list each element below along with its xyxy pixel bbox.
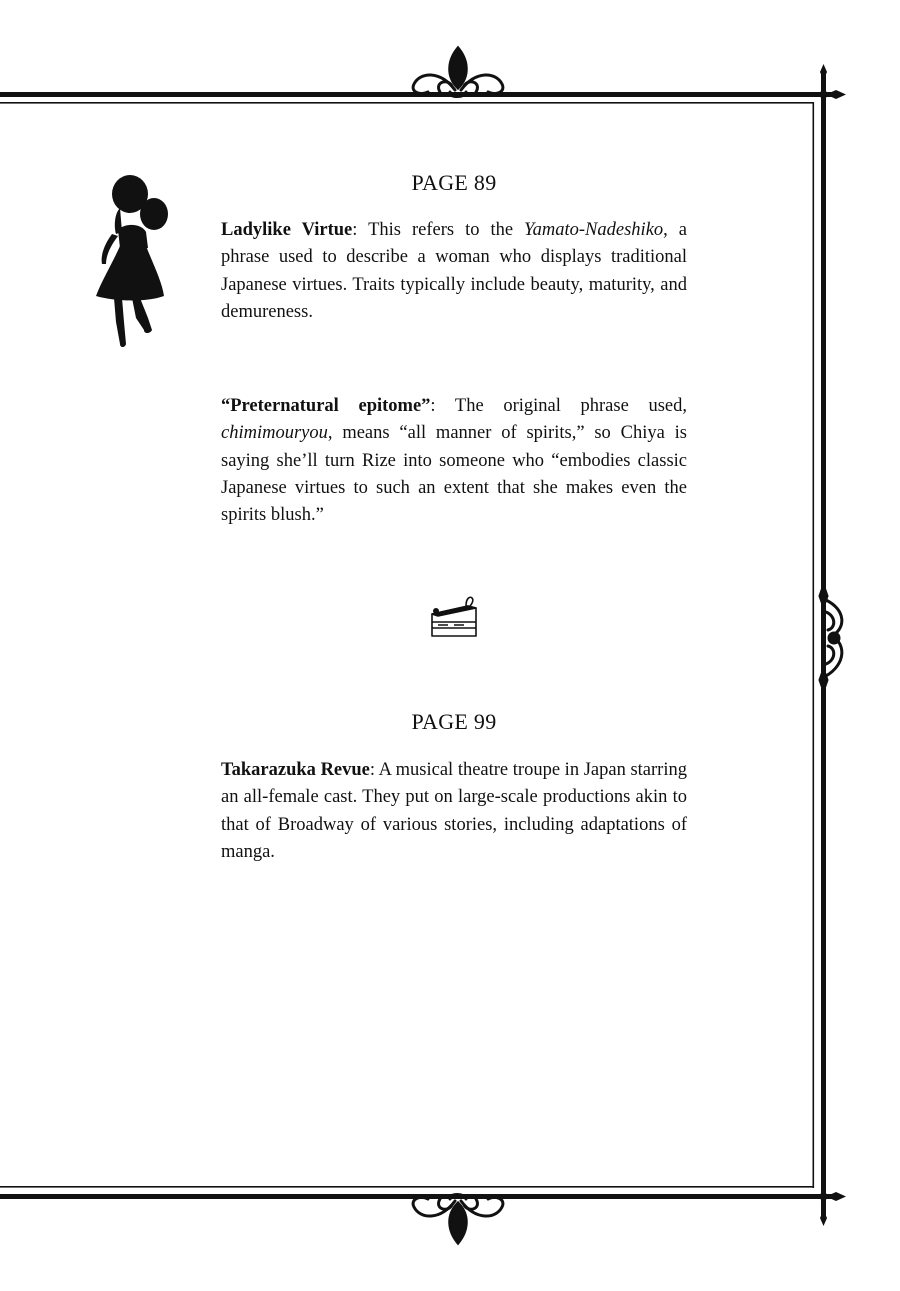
flourish-bottom-icon <box>413 1195 503 1244</box>
note-preternatural-epitome: “Preternatural epitome”: The original phrase used, chimimouryou, means “all manner of spirits,” so Chiya is saying she’ll turn Rize into someone who “embodies classic Japanese virtues to such an extent that she makes even the spirits blush.” <box>221 396 688 526</box>
right-border-line <box>821 70 826 1220</box>
note-takarazuka-revue: Takarazuka Revue: A musical theatre troupe in Japan starring an all-female cast. They put on large-scale productions akin to that of Broadway of various stories, including adaptations of manga. <box>221 760 687 862</box>
section-heading-page-89: PAGE 89 <box>411 170 497 195</box>
note-term: Takarazuka Revue <box>221 760 370 780</box>
bottom-inner-line <box>0 1186 814 1188</box>
note-ladylike-virtue: Ladylike Virtue: This refers to the Yamato-Nadeshiko, a phrase used to describe a woman who displays traditional Japanese virtues. Traits typically include beauty, maturity, and demureness. <box>221 220 687 322</box>
top-inner-line <box>0 102 814 104</box>
section-heading-page-99: PAGE 99 <box>411 709 497 734</box>
note-term: Ladylike Virtue <box>221 220 353 240</box>
note-term: “Preternatural epitome” <box>221 396 431 416</box>
right-inner-line <box>813 102 815 1188</box>
girl-silhouette-icon <box>92 172 174 350</box>
flourish-top-icon <box>413 48 503 97</box>
cake-slice-icon <box>428 594 480 642</box>
